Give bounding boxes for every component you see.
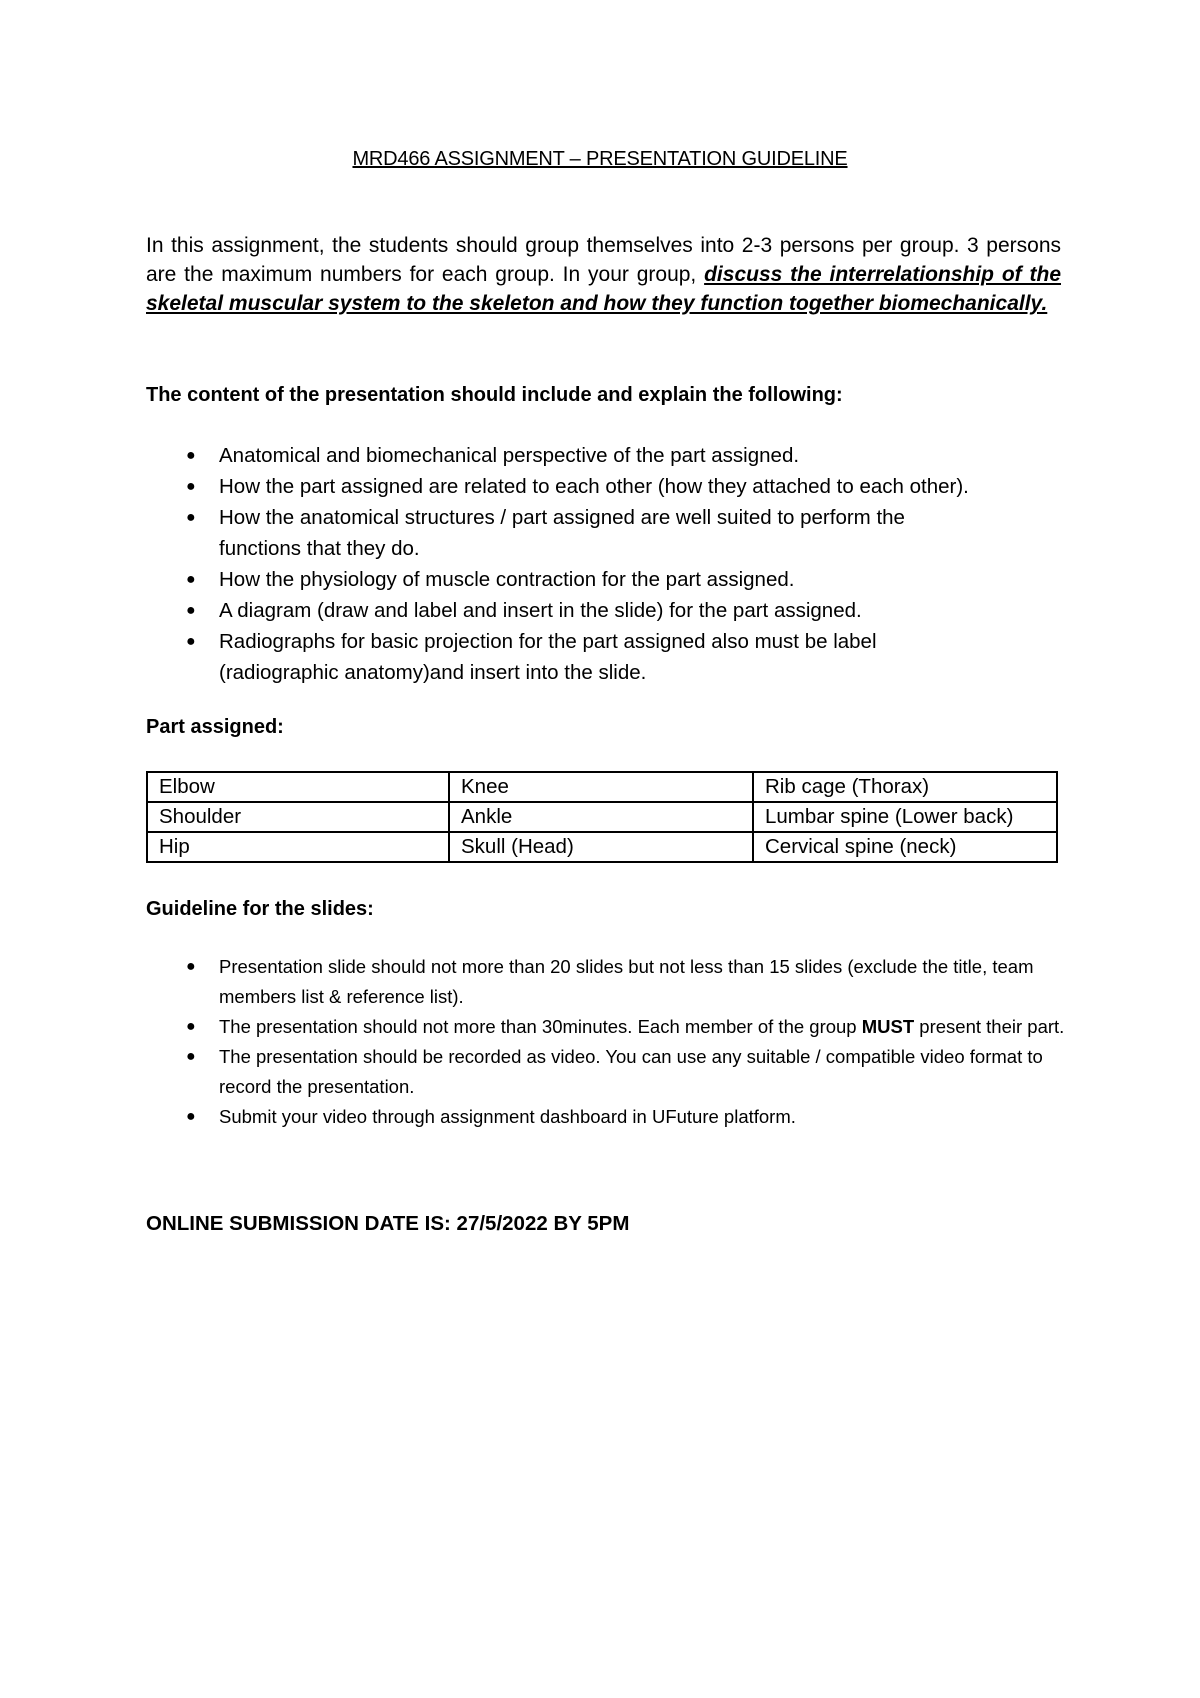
list-item-text: Submit your video through assignment dashboard in UFuture platform. bbox=[219, 1106, 796, 1127]
table-cell: Knee bbox=[449, 772, 753, 802]
list-item bbox=[146, 952, 1066, 1012]
list-item bbox=[146, 502, 1046, 564]
submission-deadline: ONLINE SUBMISSION DATE IS: 27/5/2022 BY 5PM bbox=[146, 1212, 630, 1235]
table-row bbox=[147, 772, 1057, 802]
table-cell: Shoulder bbox=[147, 802, 449, 832]
list-item bbox=[146, 440, 1046, 471]
intro-text: In this assignment, the students should group themselves into 2-3 persons per group. 3 persons are the maximum numbers for each group. In your group, bbox=[146, 234, 1061, 286]
table-cell: Lumbar spine (Lower back) bbox=[753, 802, 1057, 832]
list-item bbox=[146, 564, 1046, 595]
table-cell: Elbow bbox=[147, 772, 449, 802]
list-item-text: How the part assigned are related to each other (how they attached to each other). bbox=[219, 475, 969, 498]
list-item-text-after: present their part. bbox=[914, 1016, 1065, 1037]
intro-paragraph bbox=[146, 231, 1061, 318]
bullet-icon: ● bbox=[186, 1108, 196, 1125]
parts-heading: Part assigned: bbox=[146, 716, 284, 738]
bullet-icon: ● bbox=[186, 1048, 196, 1065]
bullet-icon: ● bbox=[186, 509, 196, 526]
list-item-text: The presentation should be recorded as video. You can use any suitable / compatible video format to record the presentation. bbox=[219, 1046, 1043, 1097]
guide-heading: Guideline for the slides: bbox=[146, 898, 374, 920]
document-title: MRD466 ASSIGNMENT – PRESENTATION GUIDELINE bbox=[352, 148, 848, 170]
list-item bbox=[146, 471, 1046, 502]
intro-emphasis: discuss the interrelationship of the skeletal muscular system to the skeleton and how they function together biomechanically. bbox=[146, 263, 1061, 315]
list-item-text: The presentation should not more than 30minutes. Each member of the group bbox=[219, 1016, 862, 1037]
list-item bbox=[146, 1102, 1066, 1132]
bullet-icon: ● bbox=[186, 633, 196, 650]
list-item-text: How the physiology of muscle contraction for the part assigned. bbox=[219, 568, 795, 591]
bullet-icon: ● bbox=[186, 602, 196, 619]
list-item bbox=[146, 1012, 1066, 1042]
list-item bbox=[146, 595, 1046, 626]
content-heading: The content of the presentation should include and explain the following: bbox=[146, 384, 843, 406]
table-cell: Rib cage (Thorax) bbox=[753, 772, 1057, 802]
list-item bbox=[146, 626, 1046, 688]
table-cell: Skull (Head) bbox=[449, 832, 753, 862]
bullet-icon: ● bbox=[186, 571, 196, 588]
table-row bbox=[147, 802, 1057, 832]
table-cell: Cervical spine (neck) bbox=[753, 832, 1057, 862]
emphasis-must: MUST bbox=[861, 1016, 915, 1037]
bullet-icon: ● bbox=[186, 447, 196, 464]
list-item-text: A diagram (draw and label and insert in the slide) for the part assigned. bbox=[219, 599, 862, 622]
table-cell: Hip bbox=[147, 832, 449, 862]
list-item-text: Presentation slide should not more than 20 slides but not less than 15 slides (exclude the title, team members list & reference list). bbox=[219, 956, 1034, 1007]
list-item-text: Radiographs for basic projection for the part assigned also must be label (radiographic anatomy)and insert into the slide. bbox=[219, 630, 877, 684]
parts-table bbox=[146, 771, 1058, 863]
bullet-icon: ● bbox=[186, 1018, 196, 1035]
table-cell: Ankle bbox=[449, 802, 753, 832]
bullet-icon: ● bbox=[186, 958, 196, 975]
content-list bbox=[146, 440, 1046, 688]
list-item-text: How the anatomical structures / part assigned are well suited to perform the functions that they do. bbox=[219, 506, 905, 560]
bullet-icon: ● bbox=[186, 478, 196, 495]
list-item-text: Anatomical and biomechanical perspective of the part assigned. bbox=[219, 444, 800, 467]
guide-list bbox=[146, 952, 1066, 1132]
list-item bbox=[146, 1042, 1066, 1102]
table-row bbox=[147, 832, 1057, 862]
